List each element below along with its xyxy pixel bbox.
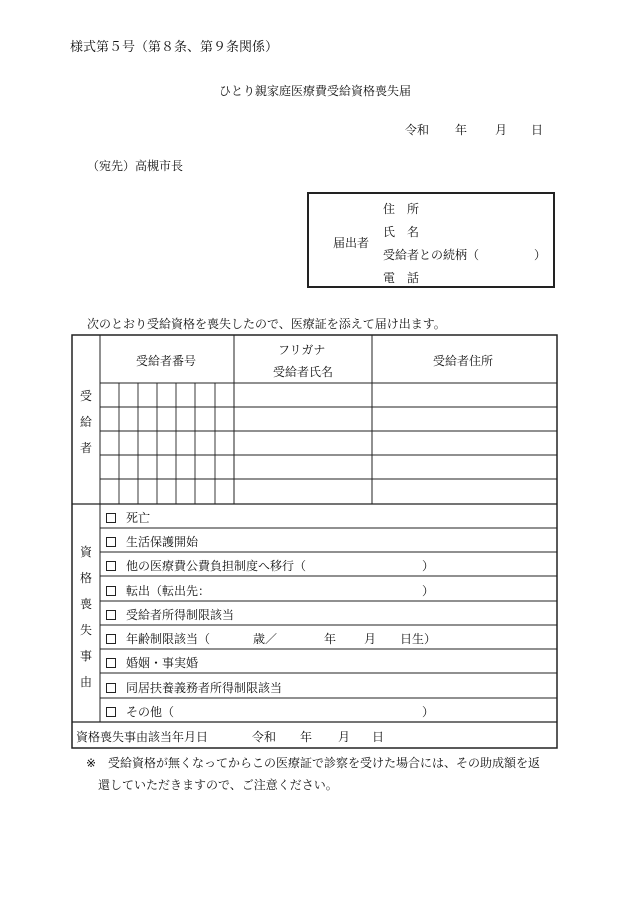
header-recipient-number: 受給者番号 — [136, 354, 197, 368]
applicant-relation-close: ） — [534, 248, 547, 262]
date-day: 日 — [531, 123, 544, 137]
reason-income-limit[interactable]: 受給者所得制限該当 — [106, 606, 234, 623]
reason-marriage[interactable]: 婚姻・事実婚 — [106, 654, 198, 671]
reason-guardian-income-limit[interactable]: 同居扶養義務者所得制限該当 — [106, 679, 282, 696]
header-recipient-address: 受給者住所 — [433, 354, 494, 368]
checkbox[interactable] — [106, 586, 116, 596]
note-line-2: 還していただきますので、ご注意ください。 — [98, 778, 338, 792]
applicant-name-field[interactable]: 氏 名 — [383, 225, 420, 239]
reason-other-public-program[interactable]: 他の医療費公費負担制度へ移行（ ） — [106, 557, 546, 574]
applicant-address-field[interactable]: 住 所 — [383, 202, 420, 216]
checkbox[interactable] — [106, 513, 116, 523]
header-recipient-name: 受給者氏名 — [273, 365, 334, 379]
checkbox[interactable] — [106, 610, 116, 620]
checkbox[interactable] — [106, 658, 116, 668]
date-month: 月 — [495, 123, 508, 137]
applicant-relation-field[interactable]: 受給者との続柄（ — [383, 248, 480, 262]
applicant-label: 届出者 — [333, 236, 370, 250]
checkbox[interactable] — [106, 683, 116, 693]
applicant-phone-field[interactable]: 電 話 — [383, 271, 420, 285]
note-mark: ※ — [86, 756, 97, 770]
reasons-side-label: 資 格 喪 失 事 由 — [79, 545, 92, 689]
loss-date-label: 資格喪失事由該当年月日 — [76, 730, 209, 744]
reason-death[interactable]: 死亡 — [106, 509, 150, 526]
reason-moved-out[interactable]: 転出（転出先： ） — [106, 582, 546, 599]
loss-date-year: 年 — [300, 730, 313, 744]
checkbox[interactable] — [106, 561, 116, 571]
form-title: ひとり親家庭医療費受給資格喪失届 — [218, 84, 411, 98]
reason-welfare[interactable]: 生活保護開始 — [106, 533, 198, 550]
loss-date-month: 月 — [338, 730, 351, 744]
intro-text: 次のとおり受給資格を喪失したので、医療証を添えて届け出ます。 — [87, 317, 446, 331]
recipient-side-label: 受 給 者 — [79, 389, 92, 455]
loss-date-era: 令和 — [252, 730, 277, 744]
reason-age-limit[interactable]: 年齢制限該当（ 歳／ 年 月 日生） — [106, 630, 546, 647]
checkbox[interactable] — [106, 537, 116, 547]
date-era: 令和 — [405, 123, 430, 137]
date-year: 年 — [455, 123, 468, 137]
checkbox[interactable] — [106, 634, 116, 644]
addressee: （宛先）高槻市長 — [87, 159, 184, 173]
reason-other[interactable]: その他（ ） — [106, 703, 546, 720]
header-furigana: フリガナ — [278, 343, 326, 357]
form-number: 様式第５号（第８条、第９条関係） — [70, 40, 279, 55]
checkbox[interactable] — [106, 707, 116, 717]
note-line-1: 受給資格が無くなってからこの医療証で診察を受けた場合には、その助成額を返 — [108, 756, 541, 770]
loss-date-day: 日 — [372, 730, 385, 744]
